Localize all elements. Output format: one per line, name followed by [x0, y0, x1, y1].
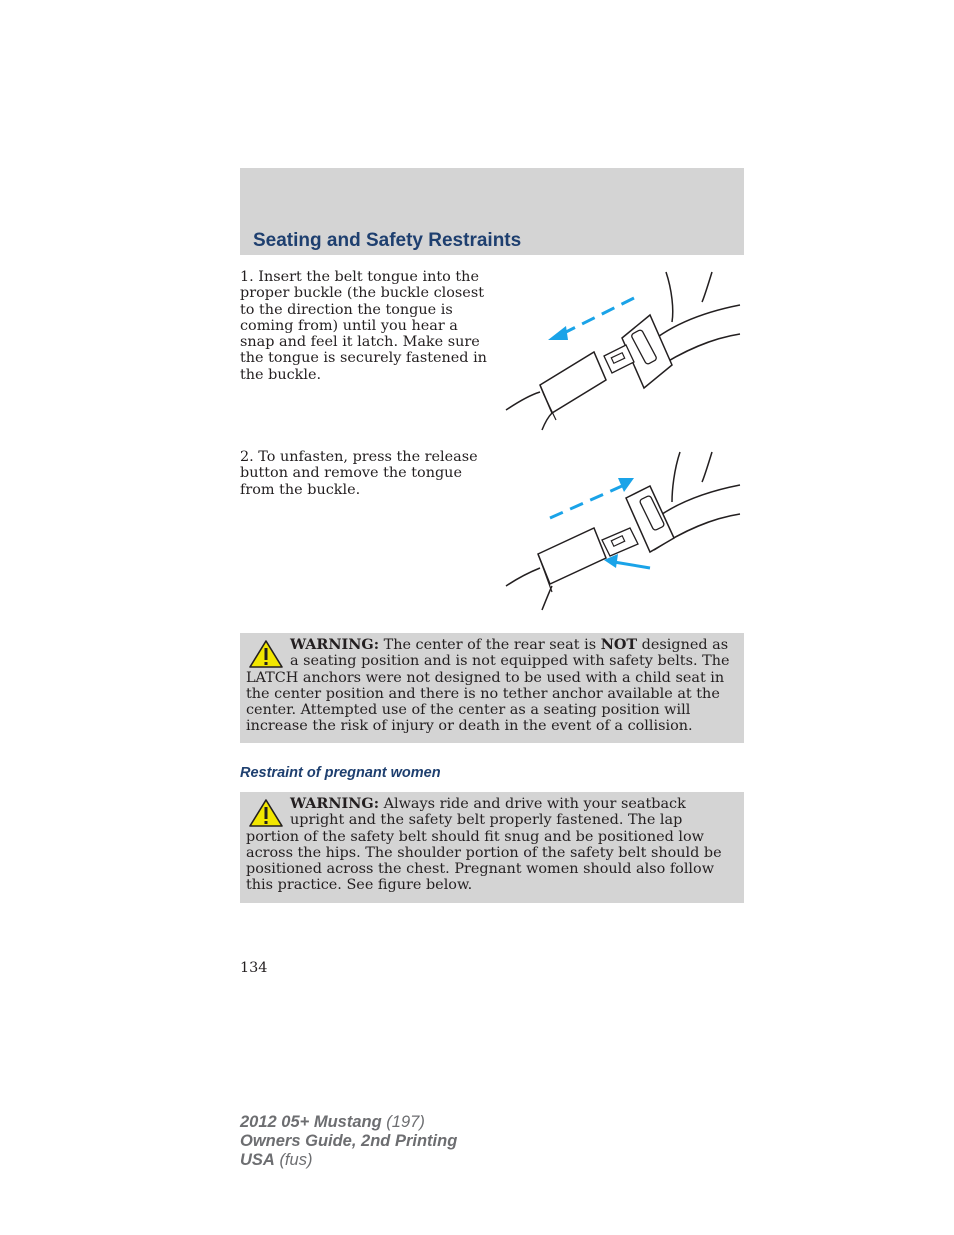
warning-text: Always ride and drive with your seatback upright and the safety belt properly fastened. The lap portion of the safety belt should fit snug and be positioned low across the hips. The shoulder portion of the safety belt should be positioned across the chest. Pregnant women should also follow this practice. See figure below. — [246, 796, 722, 894]
page-number: 134 — [240, 960, 268, 976]
warning-triangle-icon — [248, 798, 284, 828]
step-1-text: 1. Insert the belt tongue into the proper buckle (the buckle closest to the direction the tongue is coming from) until you hear a snap and feel it latch. Make sure the tongue is securely fastened in the buckle. — [240, 269, 487, 383]
buckle-release-illustration — [504, 450, 744, 618]
document-footer — [240, 1113, 457, 1170]
warning-pregnant-women — [240, 792, 744, 903]
warning-emphasis: NOT — [600, 636, 638, 653]
footer-line-2: Owners Guide, 2nd Printing — [240, 1132, 458, 1150]
warning-text-part-a: The center of the rear seat is — [383, 637, 597, 653]
footer-line-1: 2012 05+ Mustang (197) — [240, 1113, 425, 1131]
warning-triangle-icon — [248, 639, 284, 669]
section-title: Seating and Safety Restraints — [253, 230, 522, 251]
section-header-band — [240, 168, 744, 255]
subheading-pregnant-women: Restraint of pregnant women — [240, 765, 441, 781]
footer-line-3: USA (fus) — [240, 1151, 313, 1169]
step-2-text: 2. To unfasten, press the release button and remove the tongue from the buckle. — [240, 449, 478, 498]
warning-text-part-b: designed as a seating position and is not equipped with safety belts. The LATCH anchors were not designed to be used with a child seat in the center position and there is no tether anchor available at the center. Attempted use of the center as a seating position will increase the risk of injury or death in the event of a collision. — [246, 637, 730, 735]
warning-label: WARNING: — [290, 795, 380, 812]
warning-center-seat — [240, 633, 744, 743]
warning-label: WARNING: — [290, 636, 380, 653]
buckle-fasten-illustration — [504, 270, 744, 438]
